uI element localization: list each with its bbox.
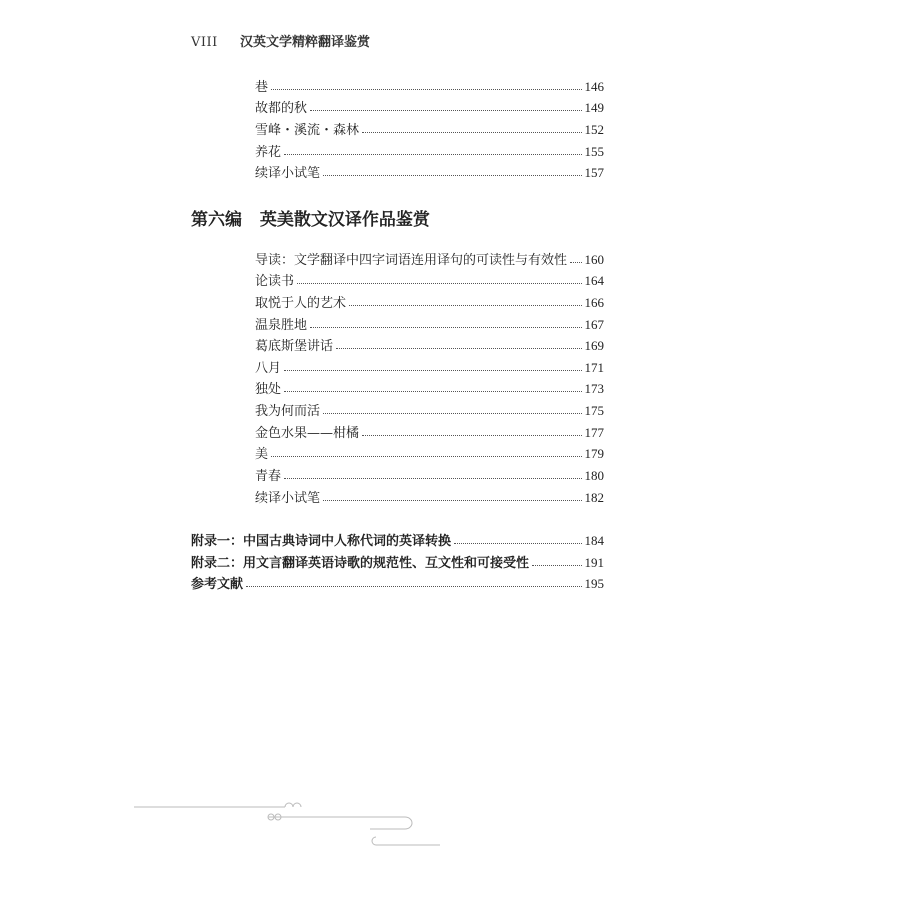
toc-appendix-page: 191 [584,555,604,570]
toc-entry-page: 166 [584,295,604,310]
toc-entry[interactable] [255,487,604,505]
leader-dots [310,326,581,328]
leader-dots [310,109,581,111]
toc-entry-title: 续译小试笔 [255,166,321,181]
toc-entry[interactable] [255,249,604,267]
toc-entry-page: 164 [584,273,604,288]
toc-entry-page: 169 [584,338,604,353]
toc-entry[interactable] [255,422,604,440]
toc-appendix-page: 195 [584,576,604,591]
toc-entry-page: 160 [584,252,604,267]
toc-entry-page: 180 [584,468,604,483]
toc-entry[interactable] [255,270,604,288]
toc-entry[interactable] [255,335,604,353]
toc-entry-page: 171 [584,360,604,375]
toc-entry-title: 美 [255,447,269,462]
leader-dots [284,153,581,155]
toc-entry-page: 173 [584,381,604,396]
leader-dots [362,434,581,436]
leader-dots [336,347,581,349]
leader-dots [323,499,581,501]
toc-entry-title: 续译小试笔 [255,491,321,506]
toc-entry[interactable] [255,292,604,310]
toc-entry-page: 149 [584,100,604,115]
section-number: 第六编 [191,210,242,230]
toc-entry-title: 我为何而活 [255,404,321,419]
toc-appendix[interactable] [191,530,604,548]
leader-dots [271,88,581,90]
leader-dots [362,131,581,133]
leader-dots [349,304,581,306]
toc-entry-page: 155 [584,144,604,159]
toc-entry[interactable] [255,97,604,115]
toc-entry-page: 146 [584,79,604,94]
toc-appendix-title: 附录一：中国古典诗词中人称代词的英译转换 [191,534,452,549]
toc-entry[interactable] [255,357,604,375]
toc-entry-page: 177 [584,425,604,440]
leader-dots [246,585,581,587]
leader-dots [323,412,581,414]
toc-entry-page: 182 [584,490,604,505]
leader-dots [532,564,581,566]
toc-entry-title: 独处 [255,382,282,397]
leader-dots [284,390,581,392]
toc-entry-page: 167 [584,317,604,332]
leader-dots [297,282,581,284]
toc-entry-page: 157 [584,165,604,180]
toc-entry-title: 金色水果——柑橘 [255,426,360,441]
toc-entry-page: 175 [584,403,604,418]
toc-entry-title: 故都的秋 [255,101,308,116]
toc-entry[interactable] [255,76,604,94]
leader-dots [271,455,581,457]
leader-dots [323,174,581,176]
toc-appendix-title: 附录二：用文言翻译英语诗歌的规范性、互文性和可接受性 [191,556,530,571]
toc-entry[interactable] [255,443,604,461]
leader-dots [454,542,581,544]
toc-entry-title: 青春 [255,469,282,484]
toc-entry[interactable] [255,314,604,332]
toc-entry-title: 论读书 [255,274,295,289]
section-title: 英美散文汉译作品鉴赏 [259,210,430,230]
section-heading[interactable] [191,205,430,230]
toc-entry[interactable] [255,141,604,159]
toc-entry-title: 取悦于人的艺术 [255,296,347,311]
toc-entry-title: 葛底斯堡讲话 [255,339,334,354]
header-book-title: 汉英文学精粹翻译鉴赏 [239,35,370,50]
toc-appendix[interactable] [191,573,604,591]
toc-entry[interactable] [255,465,604,483]
toc-entry-title: 巷 [255,80,269,95]
toc-entry[interactable] [255,400,604,418]
running-head [191,31,370,50]
toc-entry-title: 八月 [255,361,282,376]
toc-entry-title: 导读：文学翻译中四字词语连用译句的可读性与有效性 [255,253,568,268]
toc-entry[interactable] [255,378,604,396]
cloud-ornament-icon [130,800,450,856]
leader-dots [570,261,581,263]
leader-dots [284,477,581,479]
toc-entry-title: 温泉胜地 [255,318,308,333]
leader-dots [284,369,581,371]
toc-entry[interactable] [255,119,604,137]
toc-entry-title: 养花 [255,145,282,160]
toc-appendix[interactable] [191,552,604,570]
toc-entry-page: 179 [584,446,604,461]
toc-appendix-page: 184 [584,533,604,548]
toc-entry-title: 雪峰・溪流・森林 [255,123,360,138]
toc-entry-page: 152 [584,122,604,137]
toc-entry[interactable] [255,162,604,180]
toc-appendix-title: 参考文献 [191,577,244,592]
header-page-number: VIII [191,35,218,50]
